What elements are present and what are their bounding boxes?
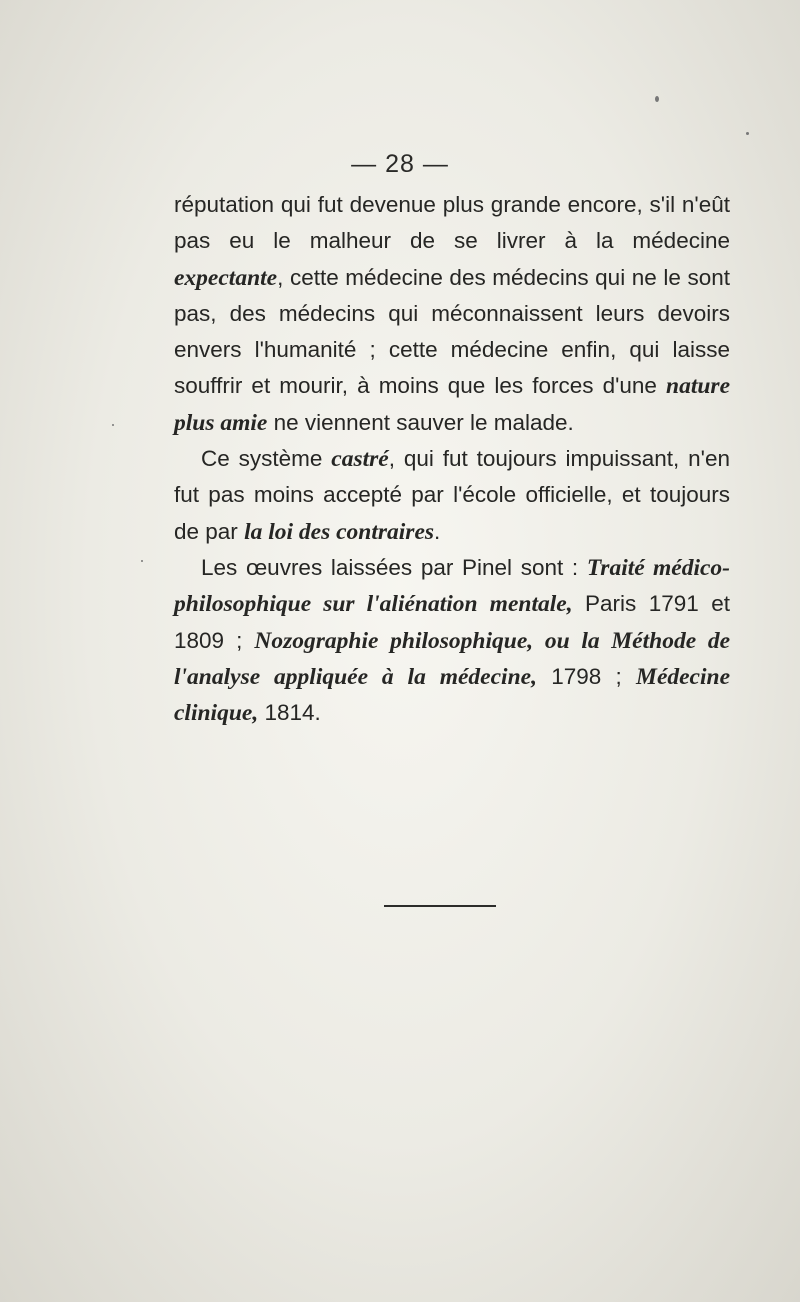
page-number: — 28 — xyxy=(351,150,449,178)
text-run: Ce système xyxy=(201,446,332,472)
paragraph xyxy=(174,187,730,441)
text-run: 1814. xyxy=(258,700,321,726)
italic-run: Traité médico-philosophique sur l'aliénation mentale, xyxy=(174,554,730,618)
italic-run: expectante xyxy=(174,264,278,291)
text-run: 1798 ; xyxy=(536,663,637,689)
italic-run: Médecine clinique, xyxy=(174,663,731,727)
ink-speck xyxy=(112,424,114,426)
italic-run: nature plus amie xyxy=(174,373,730,436)
text-run: , qui fut toujours impuissant, n'en fut pas moins accepté par l'école officielle, et toujours de par xyxy=(174,446,730,544)
italic-run: castré xyxy=(331,446,389,473)
italic-run: Nozographie philosophique, ou la Méthode de l'analyse appliquée à la médecine, xyxy=(174,627,730,690)
italic-run: la loi des contraires xyxy=(244,518,435,545)
text-run: . xyxy=(434,518,441,544)
paragraph xyxy=(174,441,730,550)
ink-speck xyxy=(655,96,659,102)
text-run: Les œuvres laissées par Pinel sont : xyxy=(201,554,587,580)
paragraph xyxy=(174,550,730,731)
section-divider xyxy=(384,905,496,907)
text-run: Paris 1791 et 1809 ; xyxy=(174,591,730,653)
show-through-texture xyxy=(150,730,770,1090)
ink-speck xyxy=(141,560,143,562)
text-run: réputation qui fut devenue plus grande encore, s'il n'eût pas eu le malheur de se livrer à la médecine xyxy=(174,192,730,254)
text-run: , cette médecine des médecins qui ne le sont pas, des médecins qui méconnaissent leurs devoirs envers l'humanité ; cette médecine enfin, qui laisse souffrir et mourir, à moins que les forces d'une xyxy=(174,264,730,399)
text-run: ne viennent sauver le malade. xyxy=(267,409,574,435)
body-text xyxy=(174,187,730,731)
ink-speck xyxy=(746,132,749,135)
